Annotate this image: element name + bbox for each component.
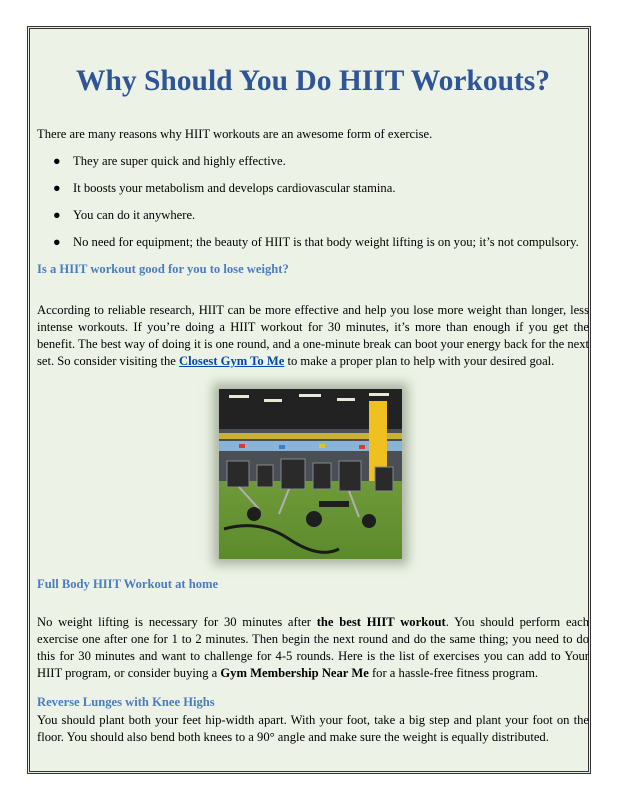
paragraph-text: According to reliable research, HIIT can be more effective and help you lose more weight than longer, less intense workouts. If you’re doing a HIIT workout for 30 minutes, it’s more than enough if you get the benefit. The best way of doing it is one round, and a one-minute break can boot your energy back for the next set. So consider visiting the	[37, 303, 589, 368]
list-item-text: You can do it anywhere.	[73, 208, 196, 222]
bullet-icon: ●	[53, 235, 61, 249]
section-heading-lose-weight: Is a HIIT workout good for you to lose weight?	[37, 262, 289, 276]
section-heading-reverse-lunges: Reverse Lunges with Knee Highs	[37, 695, 215, 709]
paragraph-text: for a hassle-free fitness program.	[368, 666, 539, 680]
reverse-lunges-paragraph: You should plant both your feet hip-width apart. With your foot, take a big step and plant your foot on the floor. You should also bend both knees to a 90° angle and make sure the weight is equally distributed.	[37, 713, 589, 744]
list-item-text: No need for equipment; the beauty of HIIT is that body weight lifting is on you; it’s not compulsory.	[73, 235, 579, 249]
lose-weight-paragraph	[37, 302, 589, 370]
paragraph-text: to make a proper plan to help with your desired goal.	[284, 354, 555, 368]
list-item-text: They are super quick and highly effective.	[73, 154, 286, 168]
list-item-text: It boosts your metabolism and develops cardiovascular stamina.	[73, 181, 396, 195]
closest-gym-link[interactable]: Closest Gym To Me	[179, 354, 285, 368]
bullet-icon: ●	[53, 154, 61, 168]
section-heading-full-body: Full Body HIIT Workout at home	[37, 577, 219, 591]
full-body-paragraph	[37, 614, 589, 682]
bold-text: Gym Membership Near Me	[220, 666, 369, 680]
paragraph-text: No weight lifting is necessary for 30 minutes after	[37, 615, 317, 629]
page-title: Why Should You Do HIIT Workouts?	[75, 65, 551, 97]
bullet-icon: ●	[53, 208, 61, 222]
bullet-icon: ●	[53, 181, 61, 195]
intro-paragraph: There are many reasons why HIIT workouts are an awesome form of exercise.	[37, 127, 433, 141]
paragraph-text: . You should perform each exercise one after one for 1 to 2 minutes. Then begin the next round and do the same thing; you need to do this for 30 minutes and want to challenge for 4-5 rounds. Here is the list of exercises you can add to Your HIIT program, or consider buying a	[37, 615, 590, 680]
bold-text: the best HIIT workout	[316, 615, 446, 629]
gym-interior-photo	[219, 389, 402, 559]
document-page	[27, 26, 591, 774]
